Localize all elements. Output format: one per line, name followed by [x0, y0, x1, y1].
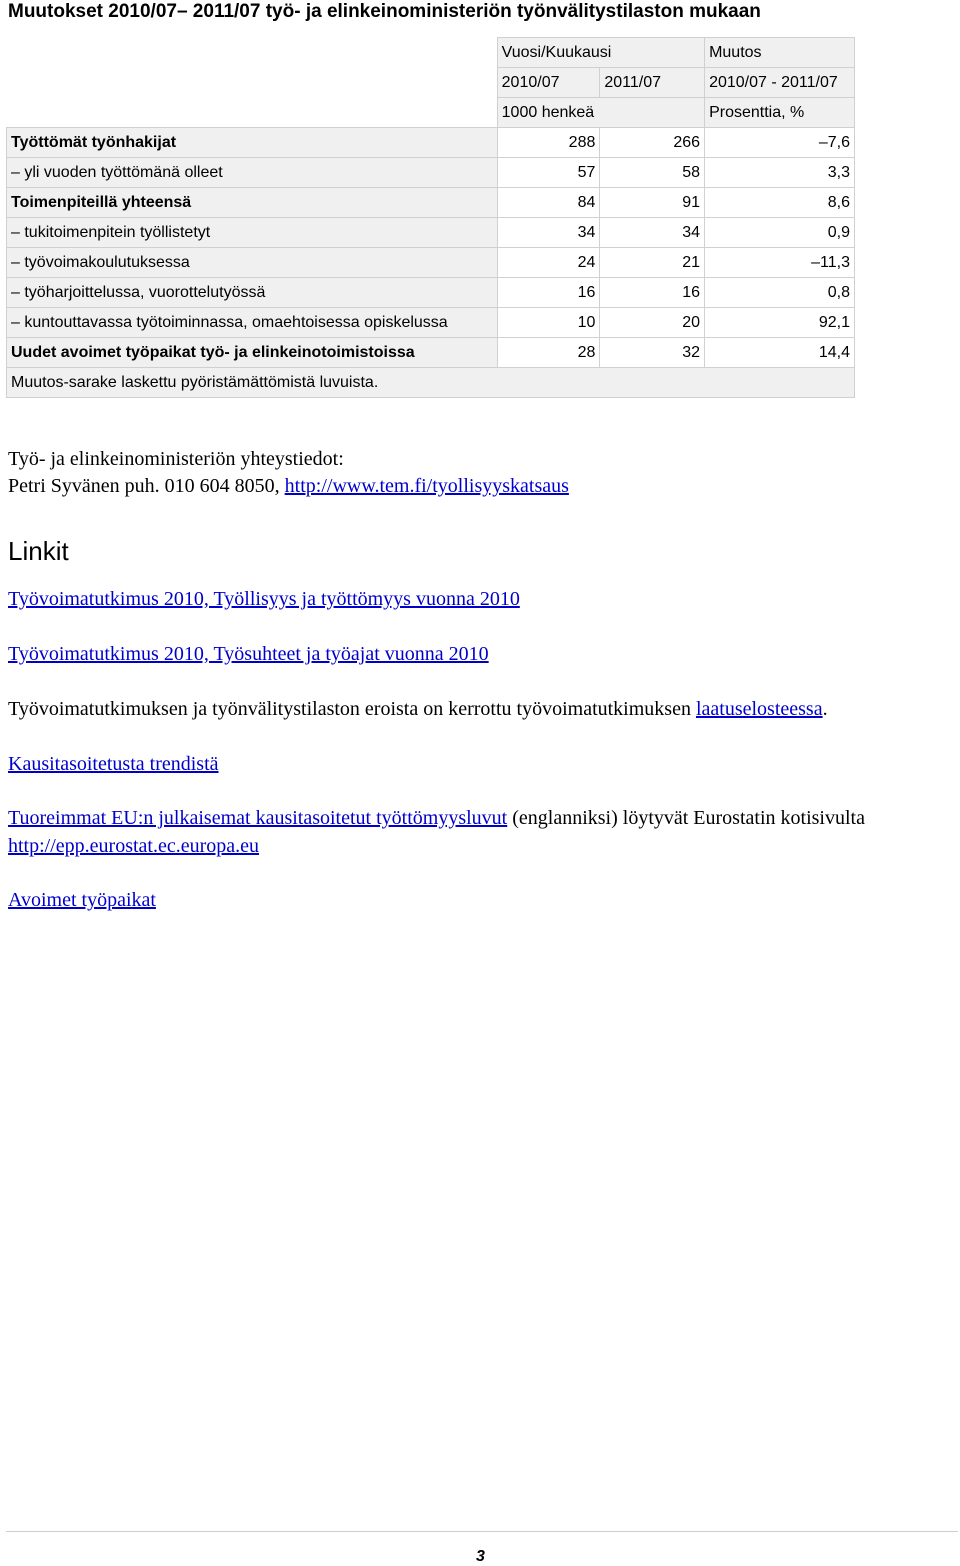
- cell-2010: 34: [497, 218, 600, 248]
- header-col-change: 2010/07 - 2011/07: [705, 68, 855, 98]
- cell-2011: 20: [600, 308, 705, 338]
- link-text[interactable]: Työvoimatutkimus 2010, Työsuhteet ja työajat vuonna 2010: [8, 643, 489, 665]
- cell-2010: 28: [497, 338, 600, 368]
- table-corner: [7, 98, 498, 128]
- table-note: Muutos-sarake laskettu pyöristämättömistä luvuista.: [7, 368, 855, 398]
- header-group-change: Muutos: [705, 38, 855, 68]
- cell-2010: 288: [497, 128, 600, 158]
- cell-change: –7,6: [705, 128, 855, 158]
- header-col-2011-07: 2011/07: [600, 68, 705, 98]
- cell-2011: 91: [600, 188, 705, 218]
- cell-change: 0,8: [705, 278, 855, 308]
- contact-line: [8, 474, 569, 498]
- cell-change: –11,3: [705, 248, 855, 278]
- page-title: Muutokset 2010/07– 2011/07 työ- ja elinkeinoministeriön työnvälitystilaston mukaan: [8, 1, 761, 22]
- eurostat-url-line: [8, 834, 259, 858]
- eurostat-url-link[interactable]: http://epp.eurostat.ec.europa.eu: [8, 835, 260, 857]
- cell-2010: 10: [497, 308, 600, 338]
- link-seasonal-trend[interactable]: [8, 752, 219, 776]
- eu-paragraph-text: (englanniksi) löytyvät Eurostatin kotisivulta: [507, 807, 865, 829]
- table-row: [7, 308, 855, 338]
- link-text[interactable]: Kausitasoitetusta trendistä: [8, 753, 219, 775]
- page-number: 3: [476, 1548, 485, 1565]
- links-heading: Linkit: [8, 536, 69, 566]
- table-note-row: [7, 368, 855, 398]
- table-row: [7, 128, 855, 158]
- contact-phone: Petri Syvänen puh. 010 604 8050,: [8, 475, 285, 497]
- cell-2010: 57: [497, 158, 600, 188]
- paragraph-text: Työvoimatutkimuksen ja työnvälitystilaston eroista on kerrottu työvoimatutkimuksen: [8, 698, 696, 720]
- row-label: Uudet avoimet työpaikat työ- ja elinkeinotoimistoissa: [7, 338, 498, 368]
- cell-change: 14,4: [705, 338, 855, 368]
- link-labour-force-contracts[interactable]: [8, 642, 489, 666]
- eu-unemployment-link[interactable]: Tuoreimmat EU:n julkaisemat kausitasoitetut työttömyysluvut: [8, 807, 508, 829]
- row-label: – kuntouttavassa työtoiminnassa, omaehtoisessa opiskelussa: [7, 308, 498, 338]
- row-label: – tukitoimenpitein työllistetyt: [7, 218, 498, 248]
- cell-change: 92,1: [705, 308, 855, 338]
- quality-report-link[interactable]: laatuselosteessa: [695, 698, 823, 720]
- cell-2011: 58: [600, 158, 705, 188]
- table-row: [7, 218, 855, 248]
- differences-paragraph: [8, 697, 828, 721]
- header-group-year-month: Vuosi/Kuukausi: [497, 38, 704, 68]
- statistics-table: [6, 37, 855, 398]
- header-unit-thousand: 1000 henkeä: [497, 98, 704, 128]
- table-row: [7, 248, 855, 278]
- link-text[interactable]: Työvoimatutkimus 2010, Työllisyys ja työttömyys vuonna 2010: [8, 588, 520, 610]
- table-header-row: [7, 68, 855, 98]
- link-labour-force-employment[interactable]: [8, 587, 520, 611]
- footer-divider: [6, 1531, 958, 1532]
- cell-2010: 16: [497, 278, 600, 308]
- row-label: Työttömät työnhakijat: [7, 128, 498, 158]
- cell-2011: 21: [600, 248, 705, 278]
- cell-2011: 266: [600, 128, 705, 158]
- header-unit-percent: Prosenttia, %: [705, 98, 855, 128]
- table-corner: [7, 38, 498, 68]
- row-label: – työvoimakoulutuksessa: [7, 248, 498, 278]
- cell-change: 0,9: [705, 218, 855, 248]
- row-label: – työharjoittelussa, vuorottelutyössä: [7, 278, 498, 308]
- cell-2011: 16: [600, 278, 705, 308]
- link-open-vacancies[interactable]: [8, 888, 156, 912]
- eu-paragraph: [8, 806, 865, 830]
- table-row: [7, 338, 855, 368]
- row-label: Toimenpiteillä yhteensä: [7, 188, 498, 218]
- row-label: – yli vuoden työttömänä olleet: [7, 158, 498, 188]
- paragraph-end: .: [822, 698, 828, 720]
- table-header-row: [7, 98, 855, 128]
- header-col-2010-07: 2010/07: [497, 68, 600, 98]
- table-row: [7, 188, 855, 218]
- table-row: [7, 278, 855, 308]
- contact-url-link[interactable]: http://www.tem.fi/tyollisyyskatsaus: [284, 475, 569, 497]
- cell-2010: 24: [497, 248, 600, 278]
- table-corner: [7, 68, 498, 98]
- cell-change: 8,6: [705, 188, 855, 218]
- table-header-row: [7, 38, 855, 68]
- cell-2011: 32: [600, 338, 705, 368]
- link-text[interactable]: Avoimet työpaikat: [8, 889, 156, 911]
- cell-2011: 34: [600, 218, 705, 248]
- contact-heading: Työ- ja elinkeinoministeriön yhteystiedot:: [8, 448, 344, 470]
- table-row: [7, 158, 855, 188]
- cell-2010: 84: [497, 188, 600, 218]
- cell-change: 3,3: [705, 158, 855, 188]
